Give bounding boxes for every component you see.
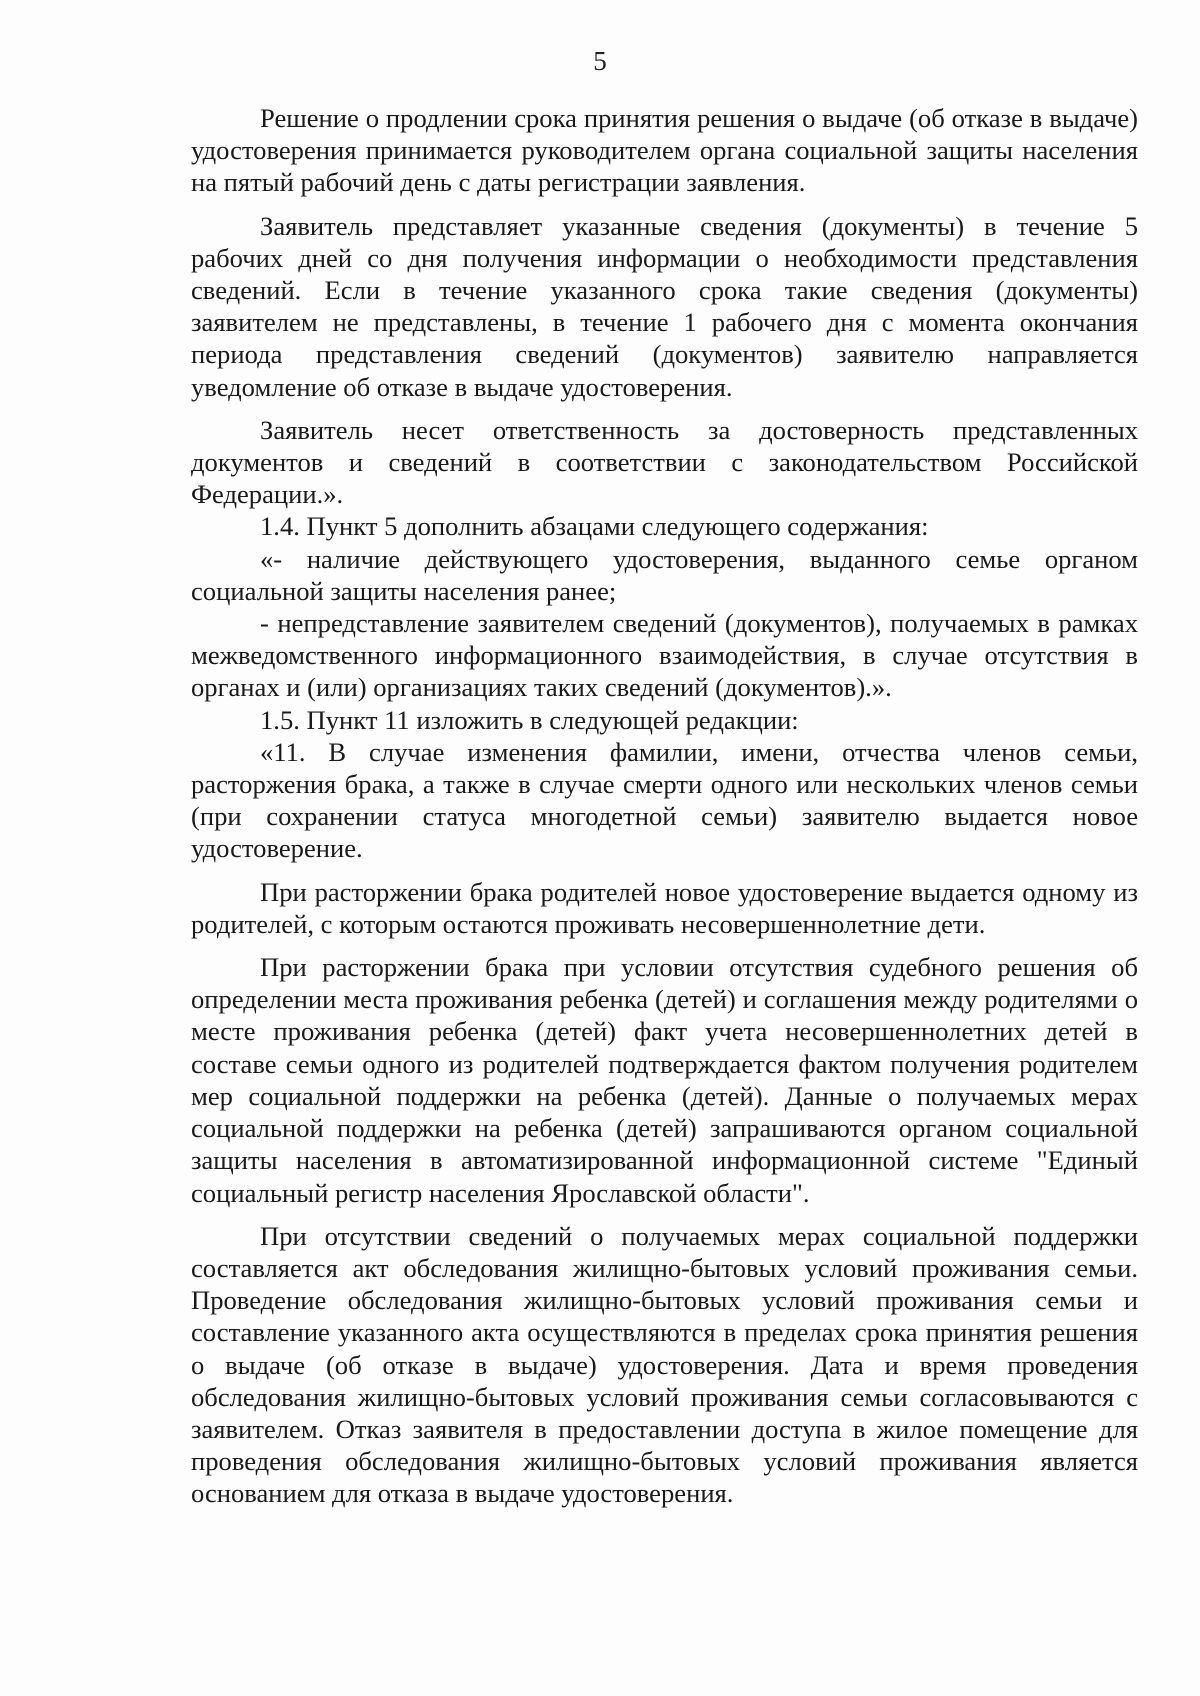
paragraph-valid-certificate: «- наличие действующего удостоверения, выданного семье органом социальной защиты населения ранее; [191, 543, 1138, 606]
paragraph-item-11: «11. В случае изменения фамилии, имени, отчества членов семьи, расторжения брака, а также в случае смерти одного или нескольких членов семьи (при сохранении статуса многодетной семьи) заявителю выдается новое удостоверение. [191, 736, 1138, 864]
paragraph-inspection-act: При отсутствии сведений о получаемых мерах социальной поддержки составляется акт обследования жилищно-бытовых условий проживания семьи. Проведение обследования жилищно-бытовых условий проживания семьи и составление указанного акта осуществляются в пределах срока принятия решения о выдаче (об отказе в выдаче) удостоверения. Дата и время проведения обследования жилищно-бытовых условий проживания семьи согласовываются с заявителем. Отказ заявителя в предоставлении доступа в жилое помещение для проведения обследования жилищно-бытовых условий проживания является основанием для отказа в выдаче удостоверения. [191, 1220, 1138, 1509]
paragraph-applicant-documents: Заявитель представляет указанные сведения (документы) в течение 5 рабочих дней со дня получения информации о необходимости представления сведений. Если в течение указанного срока такие сведения (документы) заявителем не представлены, в течение 1 рабочего дня с момента окончания периода представления сведений (документов) заявителю направляется уведомление об отказе в выдаче удостоверения. [191, 210, 1138, 402]
document-body [191, 102, 1138, 1510]
paragraph-extension-decision: Решение о продлении срока принятия решения о выдаче (об отказе в выдаче) удостоверения принимается руководителем органа социальной защиты населения на пятый рабочий день с даты регистрации заявления. [191, 103, 1138, 198]
paragraph-item-1-4: 1.4. Пункт 5 дополнить абзацами следующего содержания: [260, 511, 929, 542]
paragraph-item-1-5: 1.5. Пункт 11 изложить в следующей редакции: [260, 704, 799, 735]
paragraph-divorce-parents: При расторжении брака родителей новое удостоверение выдается одному из родителей, с которым остаются проживать несовершеннолетние дети. [191, 876, 1138, 939]
paragraph-non-submission: - непредставление заявителем сведений (документов), получаемых в рамках межведомственного информационного взаимодействия, в случае отсутствия в органах и (или) организациях таких сведений (документов).». [191, 608, 1138, 703]
page-number: 5 [593, 46, 607, 76]
paragraph-applicant-responsibility: Заявитель несет ответственность за достоверность представленных документов и сведений в соответствии с законодательством Российской Федерации.». [191, 414, 1138, 510]
paragraph-divorce-court: При расторжении брака при условии отсутствия судебного решения об определении места проживания ребенка (детей) и соглашения между родителями о месте проживания ребенка (детей) факт учета несовершеннолетних детей в составе семьи одного из родителей подтверждается фактом получения родителем мер социальной поддержки на ребенка (детей). Данные о получаемых мерах социальной поддержки на ребенка (детей) запрашиваются органом социальной защиты населения в автоматизированной информационной системе "Единый социальный регистр населения Ярославской области". [191, 952, 1138, 1208]
